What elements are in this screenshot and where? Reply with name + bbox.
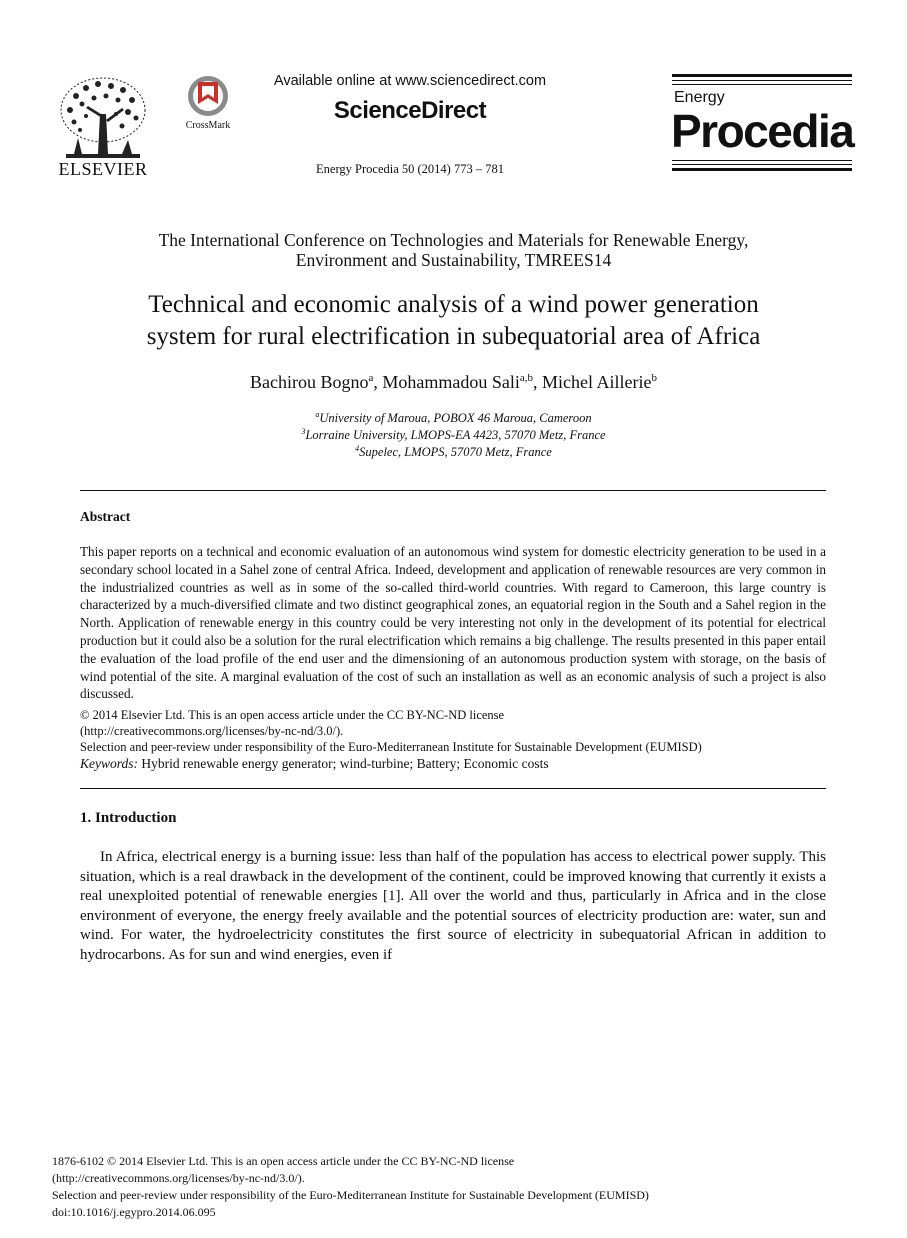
- journal-reference: Energy Procedia 50 (2014) 773 – 781: [316, 162, 504, 176]
- author-affiliation-mark: a,b: [519, 372, 534, 384]
- crossmark-label: CrossMark: [185, 120, 231, 131]
- sciencedirect-logo: ScienceDirect: [333, 97, 487, 124]
- keywords: [80, 756, 549, 772]
- abstract-text: This paper reports on a technical and economic evaluation of an autonomous wind system for domestic electricity generation to be used in a secondary school located in a Sahel zone of central Africa. Indeed, development and application of renewable resources are very common in the industrialized countries as well as in some of the so-called third-world countries. With regard to Cameroon, this large country is characterized by a much-diversified climate and two distinct geographical zones, an equatorial region in the South and a Sahel region in the North. Application of renewable energy in this country could be very interesting not only in the development of its potential for electrical production but it could also be a solution for the rural electrification which remains a big challenge. The results presented in this paper entail the evaluation of the load profile of the end user and the dimensioning of an autonomous production system with storage, on the basis of wind potential of the site. A marginal evaluation of the cost of such an installation as well as an economic analysis of such a project is also discussed.: [80, 544, 826, 702]
- available-online: Available online at www.sciencedirect.com: [273, 73, 547, 89]
- keywords-text: Hybrid renewable energy generator; wind-turbine; Battery; Economic costs: [138, 756, 549, 771]
- conference-name: [60, 230, 847, 270]
- author-list: [60, 372, 847, 393]
- author-affiliation-mark: a: [368, 372, 374, 384]
- author-name: Michel Aillerie: [542, 372, 652, 392]
- elsevier-tree-icon: [56, 74, 150, 162]
- affiliation: [60, 444, 847, 460]
- affiliation: [60, 410, 847, 426]
- logo-rule: [672, 74, 852, 77]
- title-line: system for rural electrification in subequatorial area of Africa: [146, 323, 761, 350]
- crossmark-badge[interactable]: [178, 74, 238, 134]
- footer-peer-review: Selection and peer-review under responsibility of the Euro-Mediterranean Institute for Sustainable Development (EUMISD): [52, 1188, 649, 1202]
- peer-review-note: Selection and peer-review under responsibility of the Euro-Mediterranean Institute for Sustainable Development (EUMISD): [80, 740, 702, 754]
- affiliation-mark: a: [315, 410, 320, 419]
- affiliation-text: Supelec, LMOPS, 57070 Metz, France: [359, 445, 552, 460]
- affiliation-mark: 4: [355, 444, 360, 453]
- divider: [80, 490, 826, 491]
- author-separator: ,: [533, 372, 543, 392]
- abstract-heading: Abstract: [80, 509, 131, 524]
- affiliation: [60, 427, 847, 443]
- affiliation-text: Lorraine University, LMOPS-EA 4423, 57070 Metz, France: [305, 428, 606, 443]
- paper-title: [60, 289, 847, 353]
- elsevier-logo: [56, 74, 150, 180]
- affiliation-mark: 3: [301, 427, 306, 436]
- conference-line: Environment and Sustainability, TMREES14: [295, 250, 612, 270]
- crossmark-icon: [178, 74, 238, 120]
- logo-rule: [672, 80, 852, 81]
- section-heading: 1. Introduction: [80, 810, 177, 826]
- title-line: Technical and economic analysis of a wind power generation: [148, 291, 759, 318]
- footer-license-link[interactable]: (http://creativecommons.org/licenses/by-nc-nd/3.0/).: [52, 1171, 305, 1185]
- journal-word-procedia: Procedia: [671, 105, 854, 157]
- publisher-name: ELSEVIER: [58, 159, 148, 179]
- affiliation-text: University of Maroua, POBOX 46 Maroua, Cameroon: [319, 411, 592, 426]
- footer-copyright: 1876-6102 © 2014 Elsevier Ltd. This is an open access article under the CC BY-NC-ND license: [52, 1154, 515, 1168]
- author-separator: ,: [373, 372, 383, 392]
- logo-rule: [672, 164, 852, 165]
- author-name: Mohammadou Sali: [382, 372, 520, 392]
- journal-word-energy: Energy: [674, 89, 725, 106]
- author-name: Bachirou Bogno: [250, 372, 369, 392]
- keywords-label: Keywords:: [80, 756, 138, 771]
- conference-line: The International Conference on Technologies and Materials for Renewable Energy,: [158, 230, 749, 250]
- logo-rule: [672, 84, 852, 85]
- footer-doi[interactable]: doi:10.1016/j.egypro.2014.06.095: [52, 1205, 216, 1219]
- divider: [80, 788, 826, 789]
- logo-rule: [672, 168, 852, 171]
- section-text: In Africa, electrical energy is a burning issue: less than half of the population has access to electrical power supply. This situation, which is a real drawback in the development of the continent, could be improved knowing that currently it exists a real unexploited potential of renewable energies [1]. All over the world and thus, particularly in Africa and in the close environment of everyone, the energy freely available and the potential sources of electricity production are: water, sun and wind. For water, the hydroelectricity constitutes the first source of electricity in subequatorial African in addition to hydrocarbons. As for sun and wind energies, even if: [80, 849, 826, 963]
- abstract-copyright: © 2014 Elsevier Ltd. This is an open access article under the CC BY-NC-ND license: [80, 708, 505, 722]
- logo-rule: [672, 160, 852, 161]
- license-link[interactable]: (http://creativecommons.org/licenses/by-nc-nd/3.0/).: [80, 724, 344, 738]
- journal-logo: [672, 74, 852, 178]
- author-affiliation-mark: b: [651, 372, 657, 384]
